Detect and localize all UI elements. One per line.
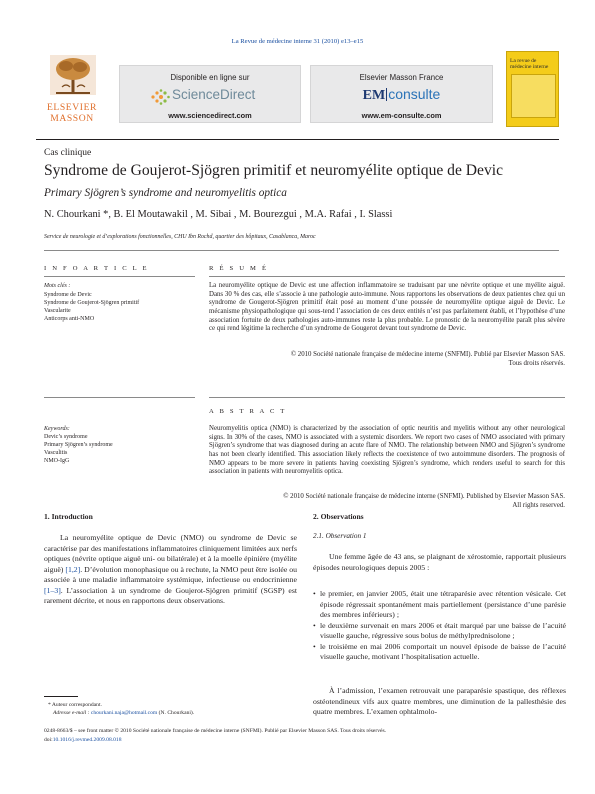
journal-citation-link[interactable]: La Revue de médecine interne 31 (2010) e13–e15 (231, 38, 364, 45)
elsevier-wordmark-line: ELSEVIER (46, 102, 98, 113)
abstract-copyright-line: © 2010 Société nationale française de médecine interne (SNFMI). Published by Elsevier Masson SAS. (283, 493, 565, 500)
list-item: • le troisième en mai 2006 comportait un nouvel épisode de baisse de l’acuité visuelle gauche, motivant l’hospitalisation actuelle. (313, 642, 566, 663)
journal-cover-title: La revue de médecine interne (510, 58, 549, 70)
masson-wordmark-line: MASSON (50, 112, 94, 124)
journal-cover-artwork (511, 74, 556, 118)
email-line (53, 709, 194, 717)
author-email-link[interactable]: chourkani.naja@hotmail.com (90, 710, 158, 716)
doi-link[interactable]: 10.1016/j.revmed.2009.08.018 (52, 737, 122, 743)
sciencedirect-logo-icon (150, 88, 170, 106)
resume-rights-line: Tous droits réservés. (508, 359, 565, 367)
english-keywords-label: Keywords: (44, 426, 70, 432)
article-type: Cas clinique (44, 148, 92, 158)
sciencedirect-box[interactable] (119, 65, 301, 123)
em-logo-consulte: consulte (388, 86, 441, 102)
doi-label: doi: (44, 737, 53, 743)
article-info-rule (44, 276, 195, 277)
abstract-copyright (209, 493, 565, 510)
keyword-item: Syndrome de Goujerot-Sjögren primitif (44, 300, 140, 306)
sciencedirect-box-title: Disponible en ligne sur (170, 73, 250, 82)
email-label: Adresse e-mail : (53, 710, 91, 716)
french-keywords-list (44, 291, 139, 323)
elsevier-masson-wordmark (36, 103, 108, 124)
english-keywords-list (44, 433, 113, 465)
resume-rule (209, 276, 565, 277)
reference-link[interactable]: [1,2] (65, 564, 81, 574)
episode-list (313, 589, 566, 663)
publisher-banner (36, 51, 559, 133)
author-list: N. Chourkani *, B. El Moutawakil , M. Sibai , M. Bourezgui , M.A. Rafai , I. Slassi (44, 209, 393, 220)
em-consulte-box-title: Elsevier Masson France (359, 73, 444, 82)
reference-link[interactable]: [1–3] (44, 585, 61, 595)
observation-1-exam: À l’admission, l’examen retrouvait une paraparésie spastique, des réflexes ostéotendineux vifs aux quatre membres, une diminution de la pallesthésie des quatre membres. L’examen ophtalmolo- (313, 686, 566, 716)
author-affiliation: Service de neurologie et d’explorations fonctionnelles, CHU Ibn Rochd, quartier des hôpitaux, Casablanca, Maroc (44, 234, 316, 240)
observations-heading: 2. Observations (313, 512, 364, 521)
elsevier-tree-icon (50, 55, 96, 95)
keyword-item: Vascularite (44, 308, 71, 314)
abstract-rights-line: All rights reserved. (512, 501, 565, 509)
resume-heading: R É S U M É (209, 265, 269, 272)
article-info-heading: I N F O A R T I C L E (44, 265, 149, 272)
footnote-rule (44, 696, 78, 697)
sciencedirect-url-link[interactable]: www.sciencedirect.com (168, 111, 252, 120)
intro-text-part: La neuromyélite optique de Devic (NMO) ou syndrome de Devic se caractérise par des manifestations inflammatoires cliniquement limitées aux nerfs optiques (névrite optique aiguë uni- ou bilatérale) et à la moelle épinière (myélite aiguë) (44, 533, 297, 574)
keyword-item: Syndrome de Devic (44, 292, 92, 298)
abstract-text: Neuromyelitis optica (NMO) is characterized by the association of optic neuritis and myelitis without any other neurological signs. In 30% of the cases, NMO is associated with a systemic disorders. We report two cases of NMO associated with primary Sjögren’s syndrome that was diagnosed during an acute flare of NMO. The relationship between NMO and Sjögren’s syndrome has not been clearly identified. This association likely reflects the coexistence of two autoimmune disorders. The prognosis of NMO appears to be more severe in patients having coexisting Sjögren’s syndrome, which renders useful to search for this association in patients with neuromyelitis optica. (209, 425, 565, 476)
resume-copyright-line: © 2010 Société nationale française de médecine interne (SNFMI). Publié par Elsevier Masson SAS. (290, 351, 565, 358)
intro-text-part: . L’association à un syndrome de Goujerot-Sjögren primitif (SGSP) est rarement décrite, et nous en rapportons deux observations. (44, 585, 297, 605)
observation-1-heading: 2.1. Observation 1 (313, 532, 367, 540)
keywords-divider (44, 397, 195, 398)
intro-text-part: . D’évolution monophasique ou à rechute, la NMO peut être isolée ou associée à une maladie inflammatoire systémique, infectieuse ou endocrinienne (44, 564, 298, 584)
list-item: • le premier, en janvier 2005, était une tétraparésie avec rétention vésicale. Cet épisode régressait spontanément mais partiellement (persistance d’une parésie des membres inférieurs) ; (313, 589, 566, 621)
article-title: Syndrome de Goujerot-Sjögren primitif et neuromyélite optique de Devic (44, 162, 504, 179)
keyword-item: Primary Sjögren’s syndrome (44, 442, 113, 448)
em-logo-em: EM (362, 88, 386, 103)
em-consulte-box[interactable] (310, 65, 493, 123)
doi-line (44, 736, 122, 744)
em-consulte-url-link[interactable]: www.em-consulte.com (361, 111, 442, 120)
resume-copyright (209, 351, 565, 368)
resume-bottom-rule (209, 397, 565, 398)
em-consulte-logo (311, 86, 492, 104)
email-owner: (N. Chourkani). (157, 710, 195, 716)
abstract-heading: A B S T R A C T (209, 408, 287, 415)
header-divider (36, 139, 559, 140)
introduction-paragraph (44, 533, 297, 607)
corresponding-author-note: * Auteur correspondant. (48, 702, 102, 708)
spacer (44, 495, 195, 496)
front-matter-line: 0248-8663/$ – see front matter © 2010 Société nationale française de médecine interne (SNFMI). Publié par Elsevier Masson SAS. Tous droits réservés. (44, 728, 387, 734)
observation-1-intro: Une femme âgée de 43 ans, se plaignant de xérostomie, rapportait plusieurs épisodes neurologiques depuis 2005 : (313, 552, 566, 572)
sciencedirect-logo-text: ScienceDirect (172, 87, 256, 102)
elsevier-masson-logo (36, 51, 108, 133)
keyword-item: Devic’s syndrome (44, 434, 88, 440)
introduction-heading: 1. Introduction (44, 512, 93, 521)
keyword-item: Vasculitis (44, 450, 68, 456)
article-subtitle: Primary Sjögren’s syndrome and neuromyelitis optica (44, 187, 287, 199)
keyword-item: Anticorps anti-NMO (44, 316, 95, 322)
french-keywords-label: Mots clés : (44, 283, 71, 289)
resume-text: La neuromyélite optique de Devic est une affection inflammatoire se traduisant par une névrite optique et une myélite aiguë. Dans 30 % des cas, elle s’associe à une pathologie auto-immune. Nous rapportons les observations de deux patientes chez qui un syndrome de Gougerot-Sjögren primitif était posé au moment d’une poussée de neuromyélite optique aiguë de Devic. Le mécanisme physiopathologique qui sous-tend l’association de ces deux entités n’est pas parfaitement établi, et l’hypothèse d’une association fortuite de deux pathologies auto-immunes reste la plus probable. Le pronostic de la neuromyélite paraît plus sévère ce qui rend légitime la recherche d’un syndrome de Gougerot devant tout syndrome de Devic. (209, 282, 565, 333)
title-divider (44, 250, 559, 251)
list-item: • le deuxième survenait en mars 2006 et était marqué par une baisse de l’acuité visuelle gauche, régressive sous bolus de méthylprednisolone ; (313, 621, 566, 642)
journal-cover-image[interactable] (506, 51, 559, 127)
keyword-item: NMO-IgG (44, 458, 70, 464)
